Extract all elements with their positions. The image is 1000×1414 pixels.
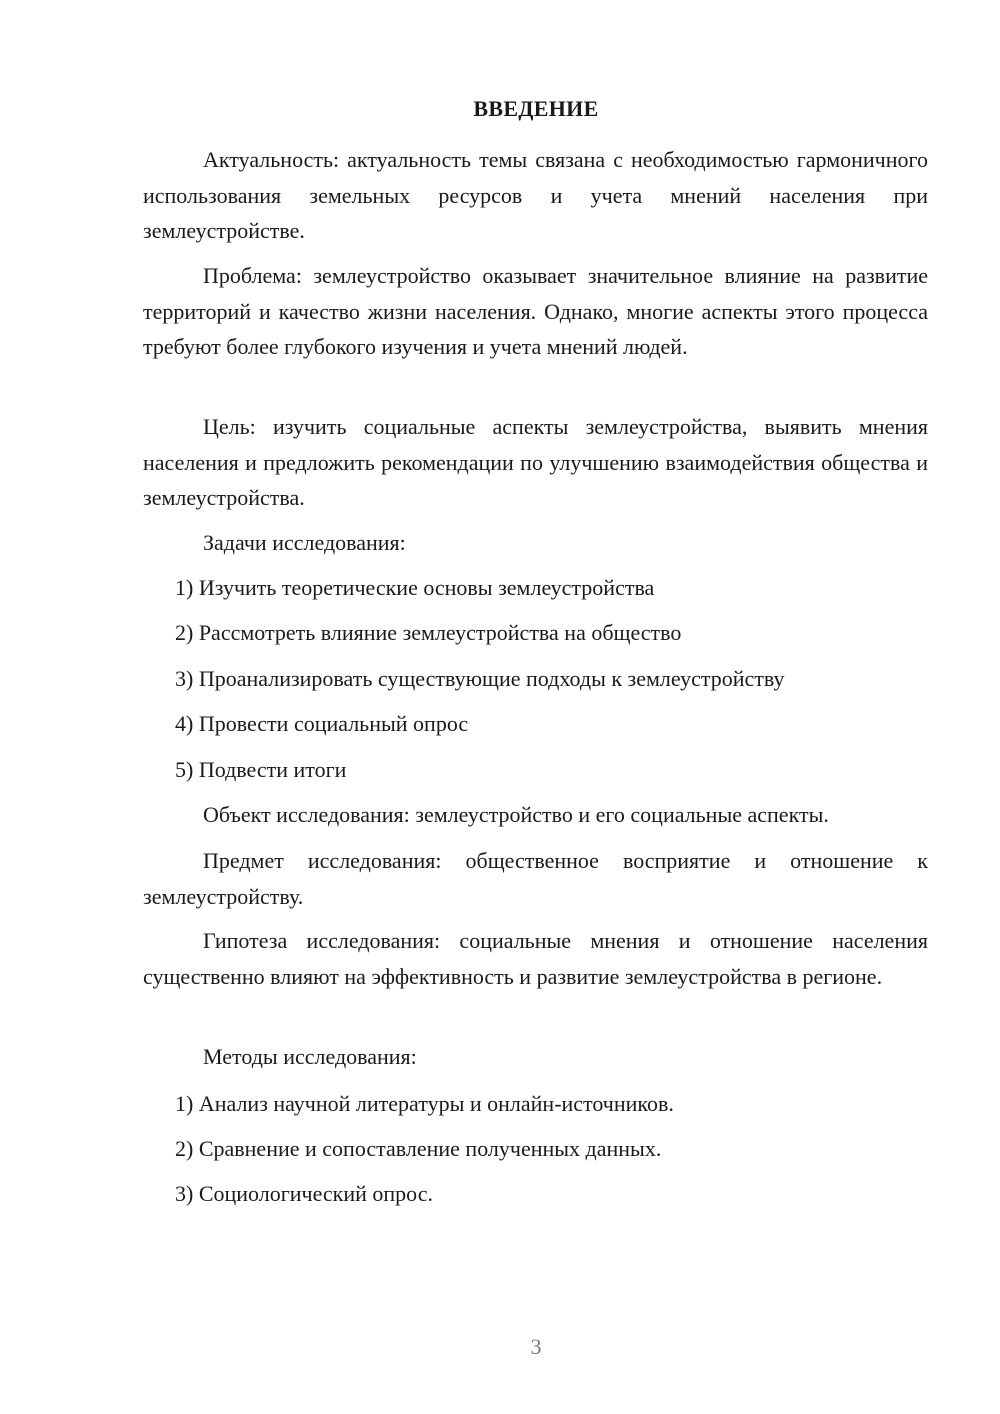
subject-paragraph: Предмет исследования: общественное восприятие и отношение к землеустройству. xyxy=(143,848,928,909)
task-list-item: 4) Провести социальный опрос xyxy=(175,711,469,736)
goal-paragraph: Цель: изучить социальные аспекты землеустройства, выявить мнения населения и предложить рекомендации по улучшению взаимодействия общества и землеустройства. xyxy=(143,414,928,510)
method-list-item: 1) Анализ научной литературы и онлайн-источников. xyxy=(175,1091,674,1116)
section-title: ВВЕДЕНИЕ xyxy=(473,96,599,121)
method-list-item: 3) Социологический опрос. xyxy=(175,1181,433,1206)
task-list-item: 2) Рассмотреть влияние землеустройства на общество xyxy=(175,620,682,645)
relevance-paragraph: Актуальность: актуальность темы связана с необходимостью гармоничного использования земельных ресурсов и учета мнений населения при землеустройстве. xyxy=(143,147,928,243)
task-list-item: 5) Подвести итоги xyxy=(175,757,347,782)
object-paragraph: Объект исследования: землеустройство и его социальные аспекты. xyxy=(203,802,829,827)
method-list-item: 2) Сравнение и сопоставление полученных данных. xyxy=(175,1136,662,1161)
task-list-item: 3) Проанализировать существующие подходы к землеустройству xyxy=(175,666,785,691)
tasks-heading: Задачи исследования: xyxy=(203,530,406,555)
methods-heading: Методы исследования: xyxy=(203,1044,417,1069)
hypothesis-paragraph: Гипотеза исследования: социальные мнения и отношение населения существенно влияют на эффективность и развитие землеустройства в регионе. xyxy=(143,928,928,989)
task-list-item: 1) Изучить теоретические основы землеустройства xyxy=(175,575,655,600)
page-number: 3 xyxy=(530,1334,542,1359)
problem-paragraph: Проблема: землеустройство оказывает значительное влияние на развитие территорий и качество жизни населения. Однако, многие аспекты этого процесса требуют более глубокого изучения и учета мнений людей. xyxy=(143,263,928,359)
